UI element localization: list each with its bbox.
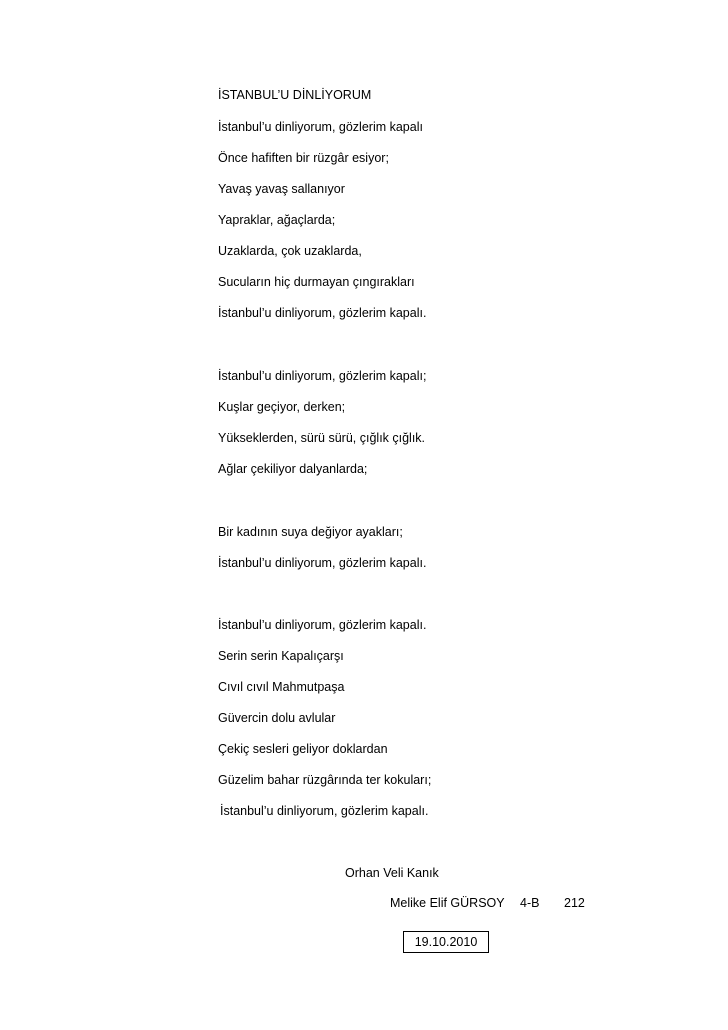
poem-line: İstanbul’u dinliyorum, gözlerim kapalı. [220, 804, 429, 818]
poem-line: Kuşlar geçiyor, derken; [218, 400, 346, 414]
poem-line: Sucuların hiç durmayan çıngırakları [218, 275, 415, 289]
poem-line: Güzelim bahar rüzgârında ter kokuları; [218, 773, 432, 787]
poem-line: Uzaklarda, çok uzaklarda, [218, 244, 362, 258]
poem-line: Yükseklerden, sürü sürü, çığlık çığlık. [218, 431, 426, 445]
poem-line: Önce hafiften bir rüzgâr esiyor; [218, 151, 389, 165]
poem-line: İstanbul’u dinliyorum, gözlerim kapalı [218, 120, 423, 134]
poem-line: Bir kadının suya değiyor ayakları; [218, 525, 403, 539]
poem-line: İstanbul’u dinliyorum, gözlerim kapalı; [218, 369, 427, 383]
poem-line: Güvercin dolu avlular [218, 711, 336, 725]
poem-line: Yapraklar, ağaçlarda; [218, 213, 336, 227]
poem-line: Cıvıl cıvıl Mahmutpaşa [218, 680, 345, 694]
student-number: 212 [564, 896, 585, 910]
student-class: 4-B [520, 896, 540, 910]
poem-author: Orhan Veli Kanık [345, 866, 439, 880]
poem-line: Çekiç sesleri geliyor doklardan [218, 742, 388, 756]
poem-line: İstanbul’u dinliyorum, gözlerim kapalı. [218, 618, 427, 632]
student-name: Melike Elif GÜRSOY [390, 896, 505, 910]
poem-line: Ağlar çekiliyor dalyanlarda; [218, 462, 368, 476]
poem-line: İstanbul’u dinliyorum, gözlerim kapalı. [218, 556, 427, 570]
date-box [403, 931, 489, 953]
poem-title: İSTANBUL’U DİNLİYORUM [218, 88, 372, 102]
poem-line: Yavaş yavaş sallanıyor [218, 182, 345, 196]
date-text: 19.10.2010 [414, 935, 478, 949]
poem-line: Serin serin Kapalıçarşı [218, 649, 344, 663]
poem-line: İstanbul’u dinliyorum, gözlerim kapalı. [218, 306, 427, 320]
